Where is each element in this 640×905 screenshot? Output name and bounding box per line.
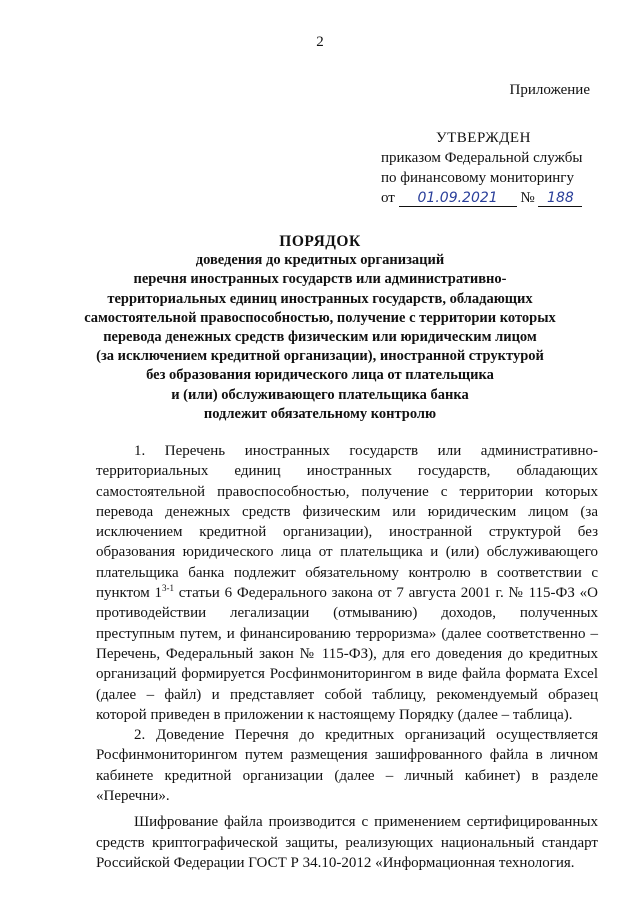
title-line: доведения до кредитных организаций: [195, 252, 445, 269]
paragraph-2: 2. Доведение Перечня до кредитных организаций осуществляется Росфинмониторингом путем размещения зашифрованного файла в личном кабинете кредитной организации (далее – личный кабинет) в разделе «Перечни».: [96, 727, 598, 805]
approval-stamp: УТВЕРЖДЕН: [436, 130, 531, 146]
handwritten-date: 01.09.2021: [399, 190, 517, 207]
title-line: подлежит обязательному контролю: [203, 405, 437, 422]
paragraph-1-superscript: 3-1: [161, 583, 174, 594]
paragraph-1-text-b: статьи 6 Федерального закона от 7 августа 2001 г. № 115-ФЗ «О противодействии легализации (отмыванию) доходов, полученных преступным путем, и финансированию терроризма» (далее соответственно – Перечень, Федеральный закон № 115-ФЗ), для его доведения до кредитных организаций формируется Росфинмониторингом в виде файла формата Excel (далее – файл) и представляет собой таблицу, рекомендуемый образец которой приведен в приложении к настоящему Порядку (далее – таблица).: [96, 585, 598, 723]
title-line: перечня иностранных государств или административно-: [133, 271, 507, 288]
document-title: [70, 232, 570, 424]
paragraph-3: Шифрование файла производится с применением сертифицированных средств криптографической защиты, реализующих национальный стандарт Российской Федерации ГОСТ Р 34.10-2012 «Информационная технология.: [96, 814, 598, 871]
approval-date-line: [381, 188, 582, 208]
handwritten-number: 188: [538, 190, 582, 207]
title-line: без образования юридического лица от плательщика: [146, 367, 494, 384]
title-line: самостоятельной правоспособностью, получение с территории которых: [84, 309, 556, 326]
paragraph-1: [96, 441, 598, 725]
title-main: ПОРЯДОК: [279, 233, 361, 250]
title-line: (за исключением кредитной организации), иностранной структурой: [96, 348, 544, 365]
number-label: №: [520, 190, 535, 206]
paragraph-1-text-a: 1. Перечень иностранных государств или административно-территориальных единиц иностранных государств, обладающих самостоятельной правоспособностью, получение с территории которых перевода денежных средств физическим или юридическим лицом (за исключением кредитной организации), иностранной структурой без образования юридического лица от плательщика и (или) обслуживающего плательщика банка подлежит обязательному контролю в соответствии с пунктом 1: [96, 443, 598, 602]
approval-line-2: по финансовому мониторингу: [381, 170, 574, 186]
from-label: от: [381, 190, 395, 206]
approval-line-1: приказом Федеральной службы: [381, 150, 583, 166]
title-line: территориальных единиц иностранных государств, обладающих: [107, 290, 533, 307]
approval-block: [381, 128, 582, 208]
title-line: перевода денежных средств физическим или юридическим лицом: [103, 329, 537, 346]
document-body: [96, 441, 598, 873]
page-number: 2: [316, 34, 324, 50]
appendix-label: Приложение: [509, 82, 590, 98]
title-line: и (или) обслуживающего плательщика банка: [171, 386, 469, 403]
